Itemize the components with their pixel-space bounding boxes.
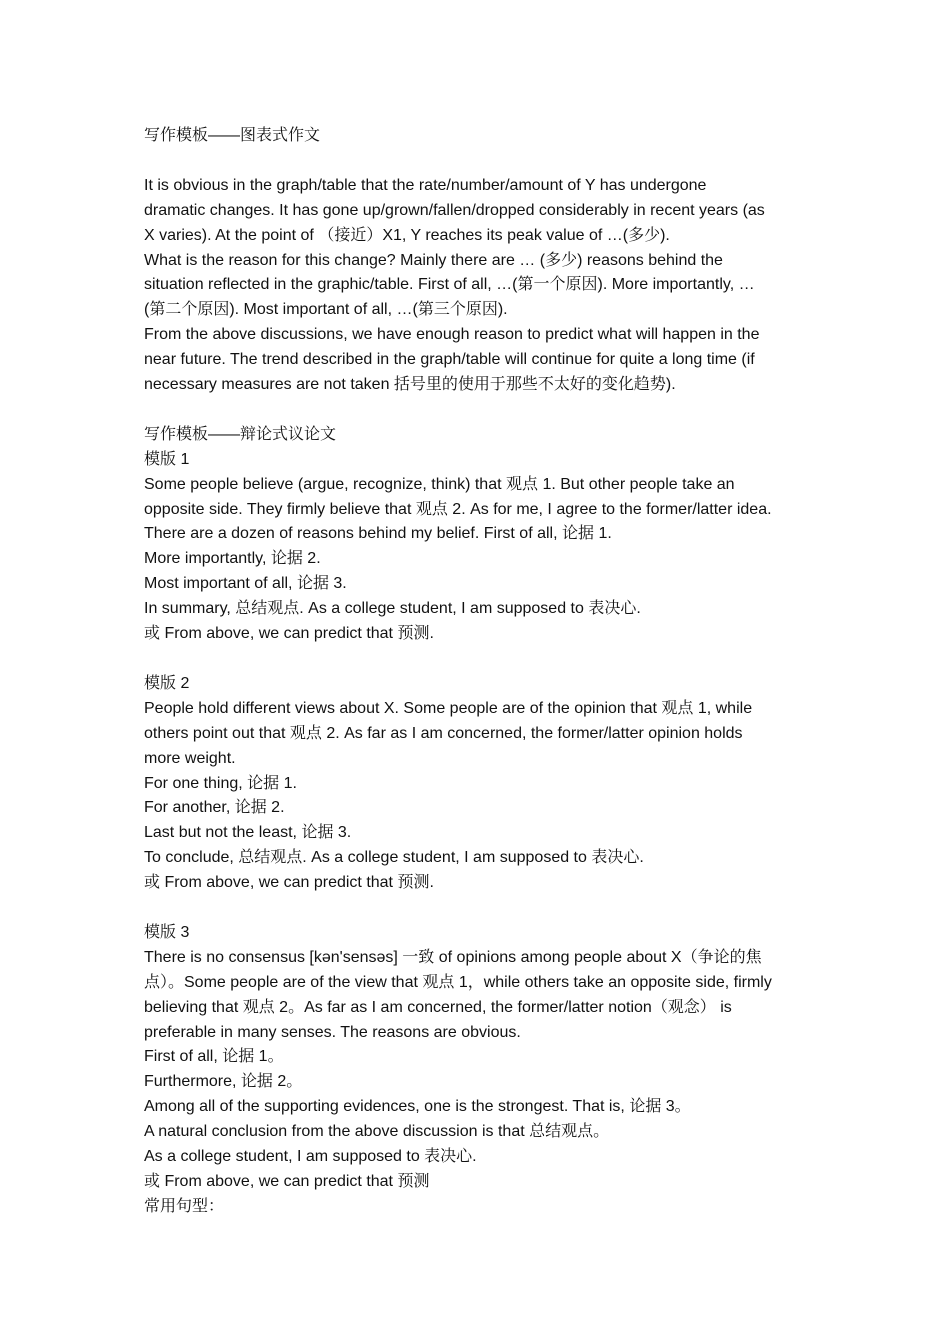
text-line: preferable in many senses. The reasons are obvious.	[144, 1023, 521, 1041]
text-line: (第二个原因). Most important of all, …(第三个原因).	[144, 301, 508, 319]
blank-line	[144, 896, 814, 921]
text-line: more weight.	[144, 749, 236, 767]
text-line: 写作模板——图表式作文	[144, 127, 321, 144]
text-line: others point out that 观点 2. As far as I am concerned, the former/latter opinion holds	[144, 724, 743, 742]
text-line: near future. The trend described in the graph/table will continue for quite a long time (if	[144, 351, 755, 369]
text-line: Among all of the supporting evidences, one is the strongest. That is, 论据 3。	[144, 1098, 691, 1116]
text-line: Some people believe (argue, recognize, think) that 观点 1. But other people take an	[144, 475, 735, 493]
text-line: necessary measures are not taken 括号里的使用于那些不太好的变化趋势).	[144, 376, 676, 394]
text-line: 写作模板——辩论式议论文	[144, 425, 337, 443]
text-line: X varies). At the point of （接近）X1, Y reaches its peak value of …(多少).	[144, 226, 670, 244]
text-line: To conclude, 总结观点. As a college student, I am supposed to 表决心.	[144, 849, 644, 867]
text-line: believing that 观点 2。As far as I am concerned, the former/latter notion（观念） is	[144, 998, 732, 1016]
text-line: 模版 1	[144, 450, 190, 468]
blank-line	[144, 149, 814, 174]
blank-line	[144, 398, 814, 423]
text-line: 点）。Some people are of the view that 观点 1，while others take an opposite side, firmly	[144, 973, 772, 991]
text-line: Furthermore, 论据 2。	[144, 1073, 303, 1091]
text-line: There is no consensus [kən'sensəs] 一致 of opinions among people about X（争论的焦	[144, 948, 762, 966]
text-line: There are a dozen of reasons behind my belief. First of all, 论据 1.	[144, 525, 612, 543]
text-line: situation reflected in the graphic/table. First of all, …(第一个原因). More importantly, …	[144, 276, 755, 294]
text-line: More importantly, 论据 2.	[144, 550, 321, 568]
text-line: What is the reason for this change? Mainly there are … (多少) reasons behind the	[144, 251, 723, 269]
text-line: Most important of all, 论据 3.	[144, 575, 347, 593]
text-line: 或 From above, we can predict that 预测.	[144, 625, 434, 643]
text-line: For another, 论据 2.	[144, 799, 285, 817]
text-line: People hold different views about X. Some people are of the opinion that 观点 1, while	[144, 699, 753, 717]
text-line: It is obvious in the graph/table that the rate/number/amount of Y has undergone	[144, 176, 707, 194]
text-line: In summary, 总结观点. As a college student, I am supposed to 表决心.	[144, 600, 641, 618]
text-line: From the above discussions, we have enough reason to predict what will happen in the	[144, 326, 760, 344]
text-line: 模版 3	[144, 923, 190, 941]
text-line: opposite side. They firmly believe that 观点 2. As for me, I agree to the former/latter idea.	[144, 500, 772, 518]
text-line: For one thing, 论据 1.	[144, 774, 297, 792]
text-line: A natural conclusion from the above discussion is that 总结观点。	[144, 1123, 610, 1141]
text-line: 模版 2	[144, 674, 190, 692]
text-line: 常用句型：	[144, 1197, 225, 1215]
document-body	[144, 124, 814, 1220]
text-line: 或 From above, we can predict that 预测	[144, 1173, 430, 1190]
text-line: dramatic changes. It has gone up/grown/fallen/dropped considerably in recent years (as	[144, 201, 765, 219]
text-line: As a college student, I am supposed to 表决心.	[144, 1148, 477, 1166]
text-line: 或 From above, we can predict that 预测.	[144, 874, 434, 892]
text-line: First of all, 论据 1。	[144, 1048, 284, 1066]
text-line: Last but not the least, 论据 3.	[144, 824, 352, 842]
blank-line	[144, 647, 814, 672]
